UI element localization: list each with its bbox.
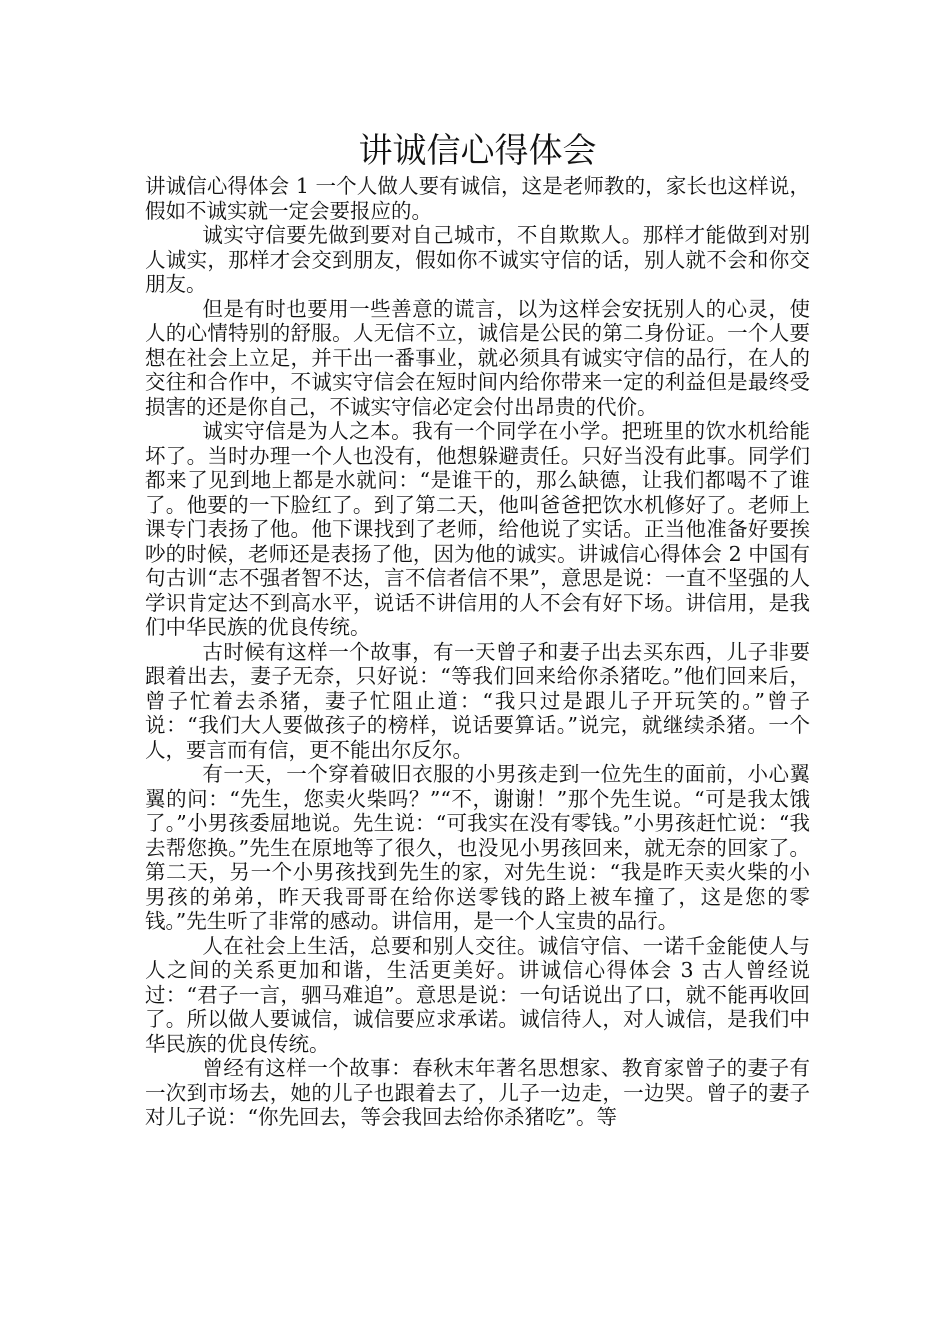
paragraph: 但是有时也要用一些善意的谎言，以为这样会安抚别人的心灵，使人的心情特别的舒服。人无信不立，诚信是公民的第二身份证。一个人要想在社会上立足，并干出一番事业，就必须具有诚实守信的品行，在人的交往和合作中，不诚实守信会在短时间内给你带来一定的利益但是最终受损害的还是你自己，不诚实守信必定会付出昂贵的代价。 — [145, 296, 810, 419]
paragraph: 诚实守信是为人之本。我有一个同学在小学。把班里的饮水机给能坏了。当时办理一个人也没有，他想躲避责任。只好当没有此事。同学们都来了见到地上都是水就问：“是谁干的，那么缺德，让我们都喝不了谁了。他要的一下脸红了。到了第二天，他叫爸爸把饮水机修好了。老师上课专门表扬了他。他下课找到了老师，给他说了实话。正当他准备好要挨吵的时候，老师还是表扬了他，因为他的诚实。讲诚信心得体会 2 中国有句古训“志不强者智不达，言不信者信不果”，意思是说：一直不坚强的人学识肯定达不到高水平，说话不讲信用的人不会有好下场。讲信用，是我们中华民族的优良传统。 — [145, 419, 810, 639]
paragraph: 曾经有这样一个故事：春秋末年著名思想家、教育家曾子的妻子有一次到市场去，她的儿子也跟着去了，儿子一边走，一边哭。曾子的妻子对儿子说：“你先回去，等会我回去给你杀猪吃”。等 — [145, 1056, 810, 1129]
paragraph: 人在社会上生活，总要和别人交往。诚信守信、一诺千金能使人与人之间的关系更加和谐，生活更美好。讲诚信心得体会 3 古人曾经说过：“君子一言，驷马难追”。意思是说：一句话说出了口，就不能再收回了。所以做人要诚信，诚信要应求承诺。诚信待人，对人诚信，是我们中华民族的优良传统。 — [145, 933, 810, 1056]
paragraph: 有一天，一个穿着破旧衣服的小男孩走到一位先生的面前，小心翼翼的问：“先生，您卖火柴吗？”“不，谢谢！”那个先生说。“可是我太饿了。”小男孩委屈地说。先生说：“可我实在没有零钱。”小男孩赶忙说：“我去帮您换。”先生在原地等了很久，也没见小男孩回来，就无奈的回家了。第二天，另一个小男孩找到先生的家，对先生说：“我是昨天卖火柴的小男孩的弟弟，昨天我哥哥在给你送零钱的路上被车撞了，这是您的零钱。”先生听了非常的感动。讲信用，是一个人宝贵的品行。 — [145, 762, 810, 933]
paragraph: 古时候有这样一个故事，有一天曾子和妻子出去买东西，儿子非要跟着出去，妻子无奈，只好说：“等我们回来给你杀猪吃。”他们回来后，曾子忙着去杀猪，妻子忙阻止道：“我只过是跟儿子开玩笑的。”曾子说：“我们大人要做孩子的榜样，说话要算话。”说完，就继续杀猪。一个人，要言而有信，更不能出尔反尔。 — [145, 639, 810, 762]
paragraph: 讲诚信心得体会 1 一个人做人要有诚信，这是老师教的，家长也这样说，假如不诚实就一定会要报应的。 — [145, 174, 810, 223]
paragraph: 诚实守信要先做到要对自己城市，不自欺欺人。那样才能做到对别人诚实，那样才会交到朋友，假如你不诚实守信的话，别人就不会和你交朋友。 — [145, 223, 810, 296]
document-title: 讲诚信心得体会 — [358, 131, 597, 171]
document-page — [145, 128, 810, 1130]
